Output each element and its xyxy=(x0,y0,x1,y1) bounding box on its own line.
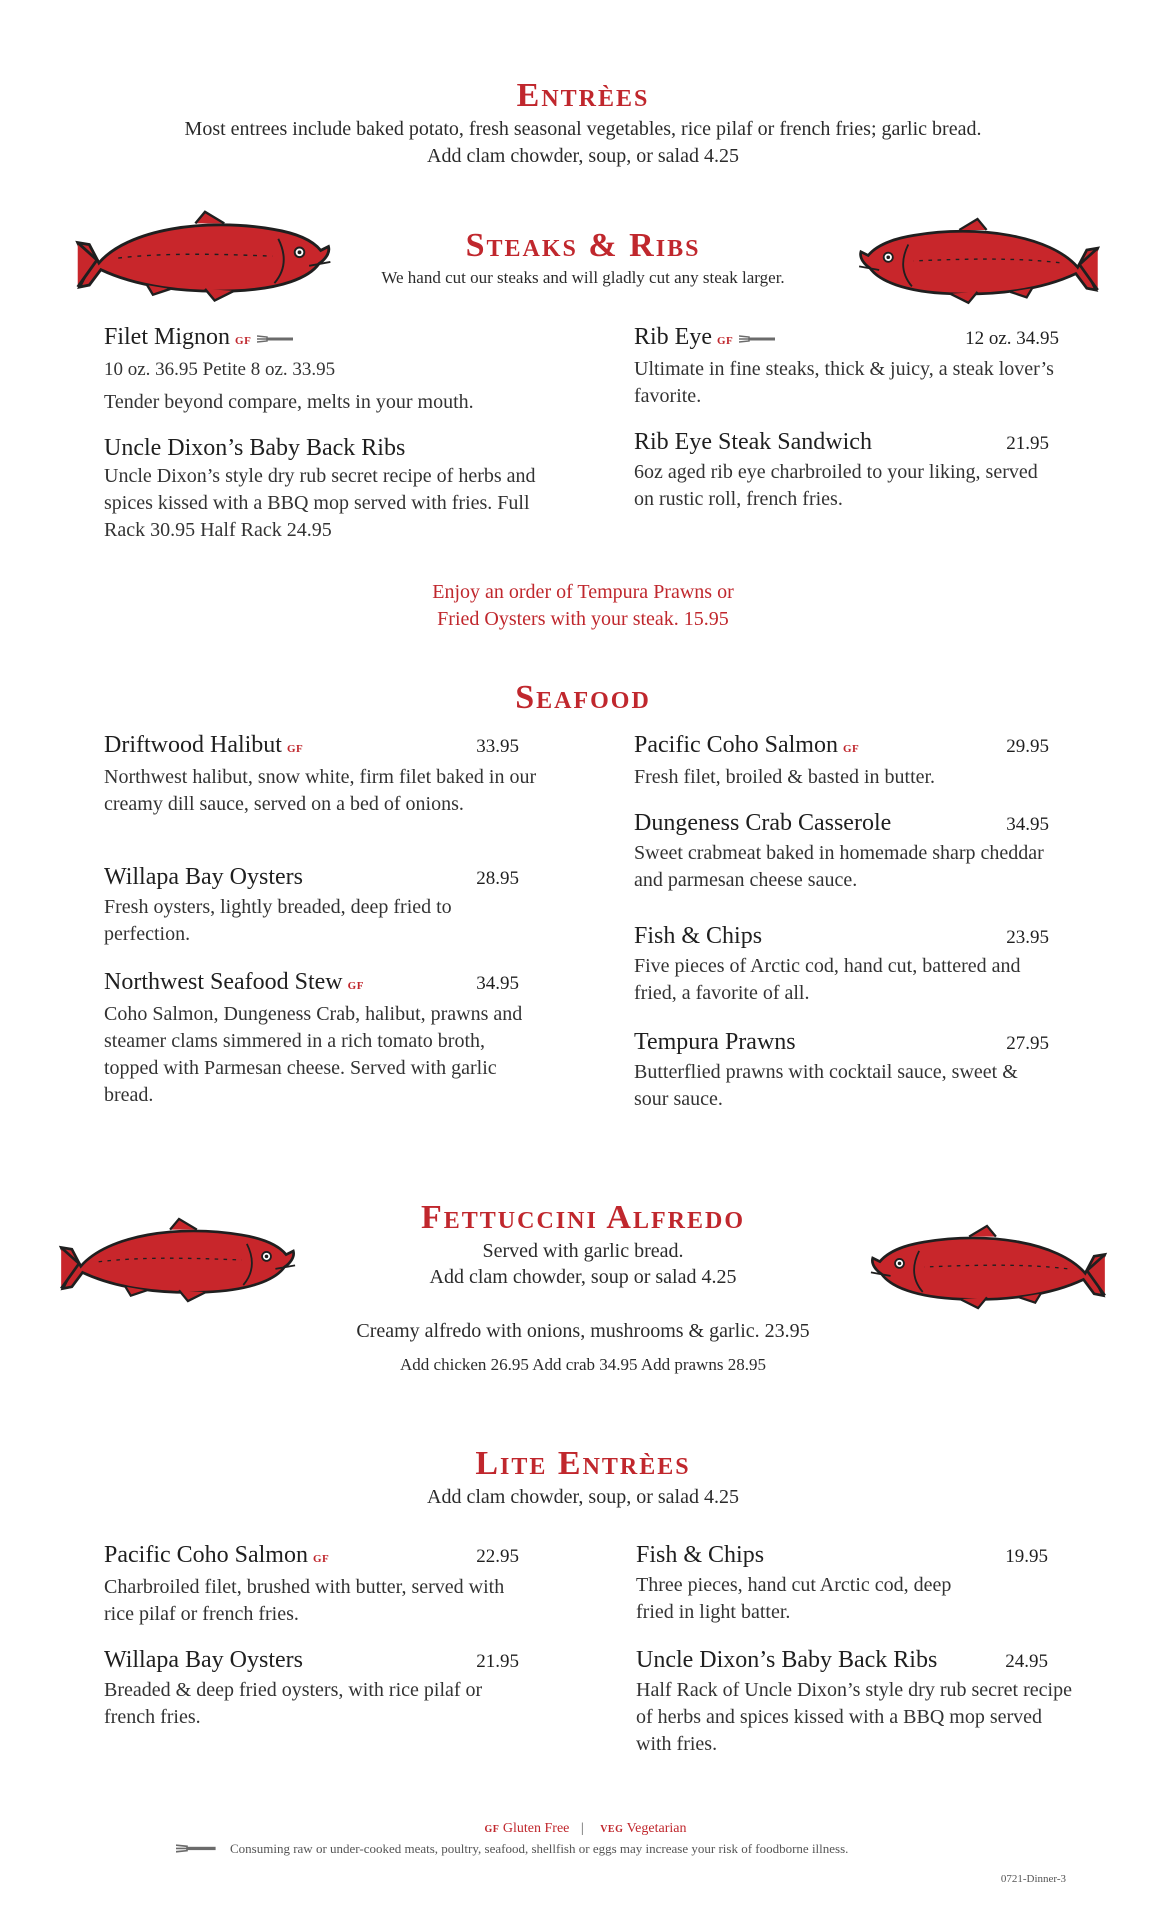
fettuccini-line1: Served with garlic bread. xyxy=(482,1240,684,1262)
menu-item-baby-back-ribs xyxy=(104,433,544,544)
menu-item-lite-coho-salmon xyxy=(104,1540,519,1628)
gf-badge: GF xyxy=(347,980,364,992)
gf-badge: GF xyxy=(235,335,252,347)
fork-icon xyxy=(739,335,779,344)
lite-heading: Lite Entrèes xyxy=(475,1445,691,1482)
item-price: 24.95 xyxy=(1005,1651,1048,1672)
gf-badge: GF xyxy=(286,743,304,755)
veg-legend-badge: VEG xyxy=(600,1824,624,1835)
item-name: Willapa Bay Oysters xyxy=(104,864,303,890)
menu-item-crab-casserole xyxy=(634,808,1049,894)
item-price: 28.95 xyxy=(476,868,519,889)
steaks-subtitle: We hand cut our steaks and will gladly cut any steak larger. xyxy=(381,268,785,287)
item-name: Dungeness Crab Casserole xyxy=(634,810,892,836)
item-price: 29.95 xyxy=(1006,736,1049,757)
item-name: Driftwood Halibut xyxy=(104,732,282,758)
item-desc: Three pieces, hand cut Arctic cod, deep fried in light batter. xyxy=(636,1574,952,1623)
menu-item-willapa-oysters xyxy=(104,862,519,948)
lite-line1: Add clam chowder, soup, or salad 4.25 xyxy=(427,1486,739,1508)
item-name: Tempura Prawns xyxy=(634,1029,796,1055)
item-desc: Butterflied prawns with cocktail sauce, sweet & sour sauce. xyxy=(634,1061,1018,1110)
gf-legend-label: Gluten Free xyxy=(502,1821,570,1836)
item-desc: Ultimate in fine steaks, thick & juicy, a steak lover’s favorite. xyxy=(634,358,1054,407)
item-name: Uncle Dixon’s Baby Back Ribs xyxy=(636,1647,938,1673)
menu-code: 0721-Dinner-3 xyxy=(1000,1873,1066,1885)
item-desc: Charbroiled filet, brushed with butter, served with rice pilaf or french fries. xyxy=(104,1576,505,1625)
item-price: 23.95 xyxy=(1006,927,1049,948)
fettuccini-line2: Add clam chowder, soup or salad 4.25 xyxy=(429,1266,737,1288)
menu-item-lite-baby-back-ribs xyxy=(636,1645,1072,1758)
item-name: Northwest Seafood Stew xyxy=(104,969,343,995)
legend xyxy=(0,1820,1166,1839)
entrees-line2: Add clam chowder, soup, or salad 4.25 xyxy=(427,145,739,167)
menu-item-lite-fish-chips xyxy=(636,1540,1048,1626)
fork-icon xyxy=(257,335,297,344)
item-desc: Breaded & deep fried oysters, with rice pilaf or french fries. xyxy=(104,1679,483,1728)
item-name: Rib Eye xyxy=(634,324,712,350)
item-desc: 6oz aged rib eye charbroiled to your liking, served on rustic roll, french fries. xyxy=(634,461,1038,510)
item-price: 21.95 xyxy=(1006,433,1049,454)
steaks-promo-line2: Fried Oysters with your steak. 15.95 xyxy=(437,608,729,630)
gf-badge: GF xyxy=(717,335,734,347)
menu-item-fish-chips xyxy=(634,921,1049,1007)
item-desc: Fresh oysters, lightly breaded, deep fried to perfection. xyxy=(104,896,452,945)
item-name: Filet Mignon xyxy=(104,324,231,350)
menu-item-filet-mignon xyxy=(104,322,534,416)
menu-item-seafood-stew xyxy=(104,967,523,1109)
item-price: 12 oz. 34.95 xyxy=(965,328,1059,349)
item-desc: Sweet crabmeat baked in homemade sharp cheddar and parmesan cheese sauce. xyxy=(634,842,1044,891)
item-price: 34.95 xyxy=(476,973,519,994)
menu-item-rib-eye-sandwich xyxy=(634,427,1049,513)
item-price: 21.95 xyxy=(476,1651,519,1672)
foodborne-warning xyxy=(176,1841,976,1857)
item-name: Pacific Coho Salmon xyxy=(634,732,838,758)
fork-icon xyxy=(176,1844,220,1854)
fettuccini-desc: Creamy alfredo with onions, mushrooms & garlic. 23.95 xyxy=(356,1320,810,1342)
item-name: Rib Eye Steak Sandwich xyxy=(634,429,872,455)
entrees-heading: Entrèes xyxy=(516,77,650,114)
item-name: Pacific Coho Salmon xyxy=(104,1542,308,1568)
item-name: Willapa Bay Oysters xyxy=(104,1647,303,1673)
item-desc: Fresh filet, broiled & basted in butter. xyxy=(634,766,936,788)
warning-text: Consuming raw or under-cooked meats, poultry, seafood, shellfish or eggs may increase your risk of foodborne illness. xyxy=(230,1841,849,1856)
gf-badge: GF xyxy=(842,743,860,755)
gf-badge: GF xyxy=(312,1553,330,1565)
legend-separator: | xyxy=(580,1821,584,1836)
item-price: 19.95 xyxy=(1005,1546,1048,1567)
fettuccini-adds: Add chicken 26.95 Add crab 34.95 Add prawns 28.95 xyxy=(400,1355,766,1374)
menu-item-driftwood-halibut xyxy=(104,730,537,818)
steaks-heading: Steaks & Ribs xyxy=(465,227,701,264)
menu-item-coho-salmon xyxy=(634,730,1049,791)
item-price: 22.95 xyxy=(476,1546,519,1567)
seafood-heading: Seafood xyxy=(515,679,651,716)
item-desc: Five pieces of Arctic cod, hand cut, battered and fried, a favorite of all. xyxy=(634,955,1021,1004)
item-price: 27.95 xyxy=(1006,1033,1049,1054)
gf-legend-badge: GF xyxy=(484,1824,500,1835)
steaks-promo-line1: Enjoy an order of Tempura Prawns or xyxy=(432,581,734,603)
item-desc: Northwest halibut, snow white, firm filet baked in our creamy dill sauce, served on a bed of onions. xyxy=(104,766,537,815)
menu-item-tempura-prawns xyxy=(634,1027,1049,1113)
item-price-line: 10 oz. 36.95 Petite 8 oz. 33.95 xyxy=(104,359,336,380)
item-desc: Coho Salmon, Dungeness Crab, halibut, prawns and steamer clams simmered in a rich tomato broth, topped with Parmesan cheese. Served with garlic bread. xyxy=(104,1003,523,1106)
entrees-line1: Most entrees include baked potato, fresh seasonal vegetables, rice pilaf or french fries; garlic bread. xyxy=(184,118,982,140)
menu-item-rib-eye xyxy=(634,322,1059,410)
item-desc: Half Rack of Uncle Dixon’s style dry rub secret recipe of herbs and spices kissed with a BBQ mop served with fries. xyxy=(636,1679,1072,1755)
item-name: Uncle Dixon’s Baby Back Ribs xyxy=(104,435,406,461)
item-name: Fish & Chips xyxy=(634,923,763,949)
menu-item-lite-willapa-oysters xyxy=(104,1645,519,1731)
item-desc: Tender beyond compare, melts in your mouth. xyxy=(104,391,474,413)
item-price: 33.95 xyxy=(476,736,519,757)
item-name: Fish & Chips xyxy=(636,1542,765,1568)
veg-legend-label: Vegetarian xyxy=(626,1821,687,1836)
item-desc: Uncle Dixon’s style dry rub secret recipe of herbs and spices kissed with a BBQ mop served with fries. Full Rack 30.95 Half Rack 24.95 xyxy=(104,465,536,541)
fettuccini-heading: Fettuccini Alfredo xyxy=(421,1199,745,1236)
item-price: 34.95 xyxy=(1006,814,1049,835)
